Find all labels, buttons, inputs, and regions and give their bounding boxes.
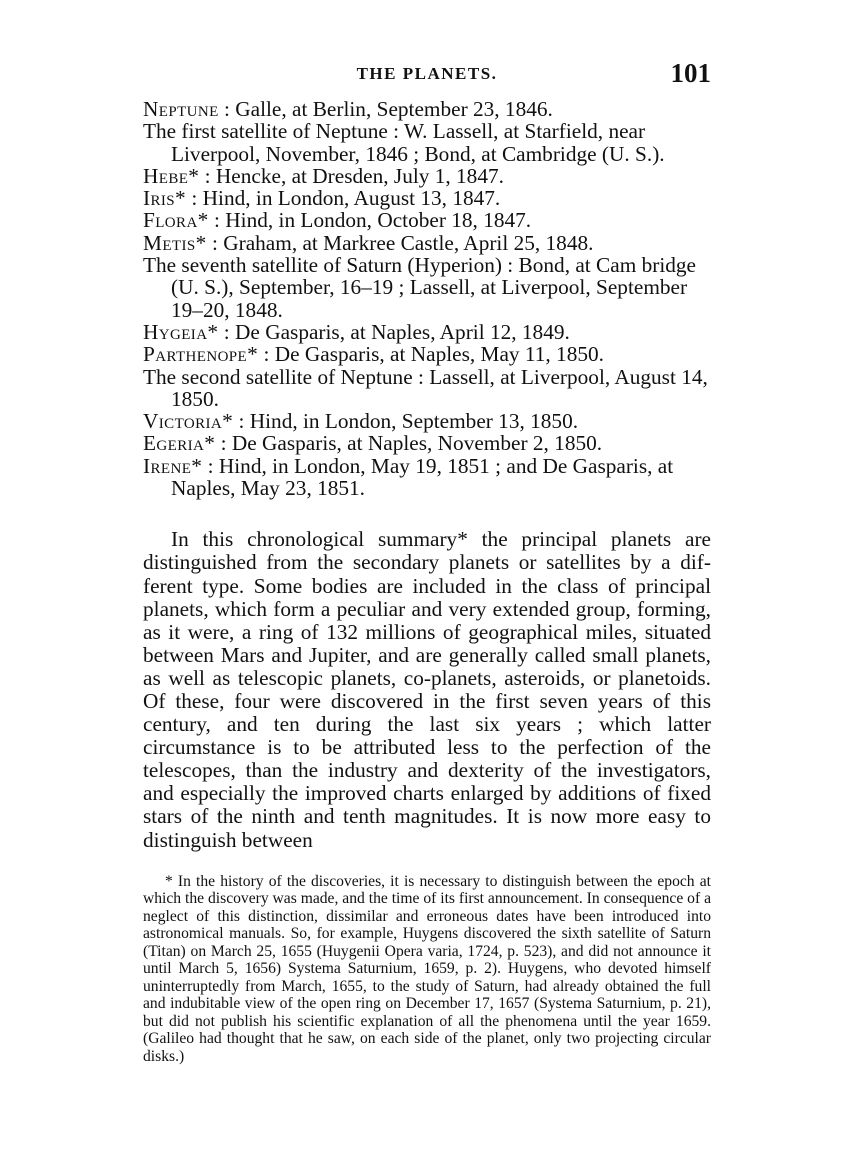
list-item — [143, 254, 711, 321]
list-item — [143, 120, 711, 165]
planet-name: Metis* — [143, 230, 207, 255]
entry-text: : Hind, in London, September 13, 1850. — [233, 409, 579, 434]
planet-name: Parthenope* — [143, 342, 259, 367]
book-page — [143, 60, 711, 1081]
list-item — [143, 410, 711, 432]
entry-text: : Hind, in London, October 18, 1847. — [208, 208, 532, 233]
planet-name: Irene* — [143, 453, 203, 478]
entry-text: : De Gasparis, at Naples, May 11, 1850. — [258, 342, 604, 367]
planet-name: Hebe* — [143, 163, 200, 188]
list-item — [143, 455, 711, 500]
list-item — [143, 366, 711, 411]
list-item — [143, 165, 711, 187]
entry-text: : Hind, in London, August 13, 1847. — [186, 186, 501, 211]
list-item — [143, 432, 711, 454]
list-item — [143, 187, 711, 209]
entry-text: : Graham, at Markree Castle, April 25, 1848. — [206, 230, 594, 255]
list-item — [143, 209, 711, 231]
entry-text: : Hind, in London, May 19, 1851 ; and De Gasparis, at Naples, May 23, 1851. — [171, 453, 674, 501]
list-item — [143, 232, 711, 254]
body-paragraph: In this chronological summary* the principal planets are distinguished from the secondary planets or satellites by a different type. Some bodies are included in the class of principal planets, which form a peculiar and very extended group, forming, as it were, a ring of 132 millions of geographical miles, situated between Mars and Jupiter, and are generally called small planets, as well as telescopic planets, co-planets, asteroids, or planetoids. Of these, four were discovered in the first seven years of this century, and ten during the last six years ; which latter circumstance is to be attributed less to the perfection of the telescopes, than the industry and dexterity of the investigators, and especially the improved charts enlarged by additions of fixed stars of the ninth and tenth magnitudes. It is now more easy to distinguish between — [143, 527, 711, 852]
entry-text: The second satellite of Neptune : Lassell, at Liverpool, August 14, 1850. — [143, 364, 708, 411]
planet-name: Victoria* — [143, 409, 234, 434]
running-title: THE PLANETS. — [356, 64, 498, 83]
discovery-list — [143, 98, 711, 499]
entry-text: The seventh satellite of Saturn (Hyperion) : Bond, at Cam bridge (U. S.), September, 16–19 ; Lassell, at Liverpool, September 19–20, 1848. — [143, 253, 696, 322]
footnote: * In the history of the discoveries, it is necessary to distinguish between the epoch at which the discovery was made, and the time of its first announcement. In consequence of a neglect of this distinction, dissimilar and erroneous dates have been introduced into astronomical manuals. So, for example, Huygens discovered the sixth satellite of Saturn (Titan) on March 25, 1655 (Huygenii Opera varia, 1724, p. 523), and did not announce it until March 5, 1656) Systema Saturnium, 1659, p. 2). Huygens, who devoted himself uninterruptedly from March, 1655, to the study of Saturn, had already obtained the full and indubitable view of the open ring on December 17, 1657 (Systema Saturnium, p. 21), but did not publish his scientific explanation of all the phenomena until the year 1659. (Galileo had thought that he saw, on each side of the planet, only two projecting circular disks.) — [143, 872, 711, 1065]
planet-name: Hygeia* — [143, 319, 219, 344]
planet-name: Flora* — [143, 208, 209, 233]
entry-text: : Hencke, at Dresden, July 1, 1847. — [199, 163, 504, 188]
page-number: 101 — [670, 58, 711, 88]
list-item — [143, 98, 711, 120]
planet-name: Iris* — [143, 186, 187, 211]
planet-name: Egeria* — [143, 431, 216, 456]
planet-name: Neptune — [143, 97, 219, 121]
entry-text: The first satellite of Neptune : W. Lassell, at Starfield, near Liverpool, November, 1846 ; Bond, at Cambridge (U. S.). — [143, 119, 665, 166]
entry-text: : Galle, at Berlin, September 23, 1846. — [218, 97, 553, 121]
entry-text: : De Gasparis, at Naples, April 12, 1849. — [218, 319, 570, 344]
list-item — [143, 321, 711, 343]
entry-text: : De Gasparis, at Naples, November 2, 1850. — [215, 431, 603, 456]
running-head — [143, 60, 711, 96]
list-item — [143, 343, 711, 365]
